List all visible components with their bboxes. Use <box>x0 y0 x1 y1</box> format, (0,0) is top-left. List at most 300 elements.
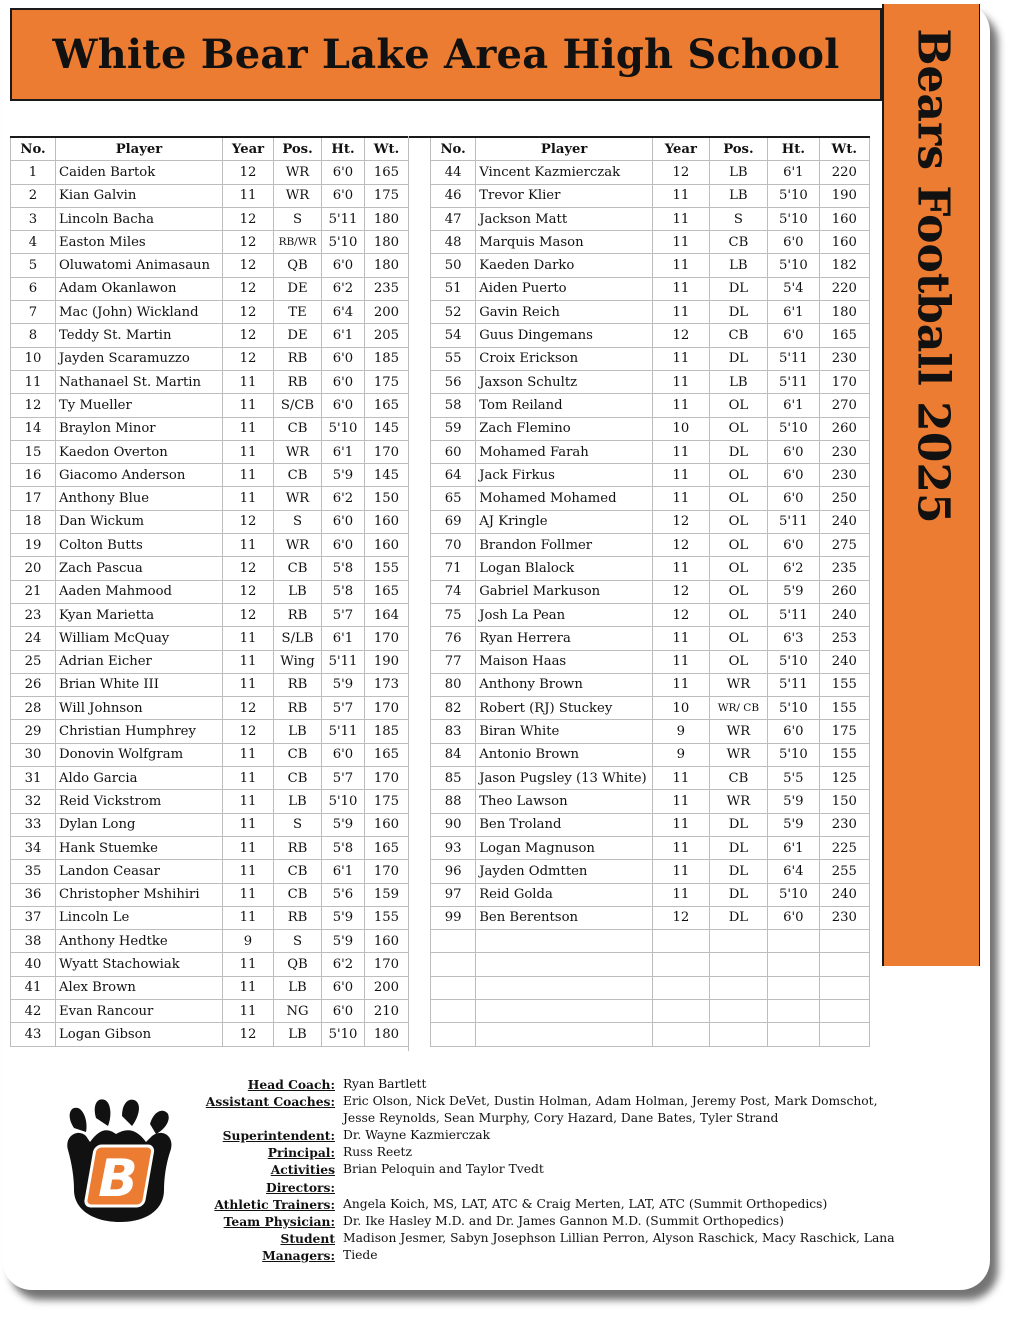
jersey-number: 12 <box>11 394 56 417</box>
weight <box>819 976 869 999</box>
jersey-number: 14 <box>11 417 56 440</box>
jersey-number: 52 <box>431 301 476 324</box>
weight <box>819 1023 869 1046</box>
class-year: 11 <box>653 673 710 696</box>
weight: 170 <box>365 953 409 976</box>
weight: 230 <box>819 464 869 487</box>
height: 6'0 <box>768 534 819 557</box>
class-year: 11 <box>223 487 274 510</box>
player-name: Logan Magnuson <box>476 836 653 859</box>
jersey-number <box>431 953 476 976</box>
jersey-number: 97 <box>431 883 476 906</box>
player-name: Anthony Blue <box>56 487 223 510</box>
height: 6'0 <box>322 510 365 533</box>
player-name: Aaden Mahmood <box>56 580 223 603</box>
position: S <box>274 813 322 836</box>
table-row <box>431 580 870 603</box>
position: OL <box>709 650 768 673</box>
table-row <box>11 557 409 580</box>
table-row <box>11 813 409 836</box>
player-name: Dan Wickum <box>56 510 223 533</box>
position: RB <box>274 347 322 370</box>
player-name: Giacomo Anderson <box>56 464 223 487</box>
player-name: Brandon Follmer <box>476 534 653 557</box>
jersey-number <box>431 976 476 999</box>
weight: 185 <box>365 720 409 743</box>
weight: 200 <box>365 301 409 324</box>
height: 5'11 <box>322 207 365 230</box>
class-year <box>653 1023 710 1046</box>
player-name: Ryan Herrera <box>476 627 653 650</box>
jersey-number: 77 <box>431 650 476 673</box>
height: 5'6 <box>322 883 365 906</box>
position: S/CB <box>274 394 322 417</box>
col-year-header: Year <box>223 137 274 161</box>
position: RB <box>274 673 322 696</box>
height: 5'10 <box>768 184 819 207</box>
jersey-number: 90 <box>431 813 476 836</box>
weight: 175 <box>365 790 409 813</box>
height: 5'10 <box>768 254 819 277</box>
height: 5'8 <box>322 557 365 580</box>
jersey-number: 6 <box>11 277 56 300</box>
height: 6'1 <box>322 324 365 347</box>
position: OL <box>709 464 768 487</box>
player-name: Aldo Garcia <box>56 767 223 790</box>
staff-names: Jesse Reynolds, Sean Murphy, Cory Hazard, Dane Bates, Tyler Strand <box>343 1111 779 1126</box>
position: CB <box>709 231 768 254</box>
position: WR <box>274 487 322 510</box>
weight: 155 <box>819 743 869 766</box>
class-year: 12 <box>223 231 274 254</box>
table-row <box>11 231 409 254</box>
position: WR/ CB <box>709 697 768 720</box>
player-name: Josh La Pean <box>476 603 653 626</box>
position: S <box>274 510 322 533</box>
weight: 175 <box>819 720 869 743</box>
weight: 175 <box>365 184 409 207</box>
player-name: Dylan Long <box>56 813 223 836</box>
class-year: 11 <box>653 464 710 487</box>
jersey-number: 20 <box>11 557 56 580</box>
position: CB <box>274 860 322 883</box>
jersey-number: 46 <box>431 184 476 207</box>
class-year: 12 <box>223 580 274 603</box>
height <box>768 953 819 976</box>
player-name: Jason Pugsley (13 White) <box>476 767 653 790</box>
player-name: Landon Ceasar <box>56 860 223 883</box>
player-name: Jaxson Schultz <box>476 370 653 393</box>
height: 6'0 <box>322 184 365 207</box>
height: 6'1 <box>322 627 365 650</box>
height: 6'0 <box>768 440 819 463</box>
class-year: 11 <box>653 790 710 813</box>
player-name: Christian Humphrey <box>56 720 223 743</box>
height: 5'10 <box>322 417 365 440</box>
jersey-number: 75 <box>431 603 476 626</box>
table-row <box>431 860 870 883</box>
jersey-number: 26 <box>11 673 56 696</box>
weight: 182 <box>819 254 869 277</box>
class-year: 11 <box>223 743 274 766</box>
table-row <box>11 790 409 813</box>
weight: 185 <box>365 347 409 370</box>
class-year: 12 <box>223 254 274 277</box>
logo-letter: B <box>98 1149 138 1209</box>
jersey-number: 30 <box>11 743 56 766</box>
class-year: 12 <box>223 510 274 533</box>
position: LB <box>274 580 322 603</box>
position: Wing <box>274 650 322 673</box>
weight: 190 <box>365 650 409 673</box>
weight: 220 <box>819 277 869 300</box>
jersey-number: 40 <box>11 953 56 976</box>
player-name: Robert (RJ) Stuckey <box>476 697 653 720</box>
jersey-number: 5 <box>11 254 56 277</box>
position: OL <box>709 510 768 533</box>
weight: 173 <box>365 673 409 696</box>
class-year: 12 <box>223 603 274 626</box>
weight: 165 <box>365 161 409 184</box>
weight: 155 <box>819 697 869 720</box>
class-year: 11 <box>223 673 274 696</box>
col-player-header: Player <box>56 137 223 161</box>
class-year: 11 <box>653 836 710 859</box>
bear-paw-icon <box>60 1098 178 1222</box>
weight: 260 <box>819 417 869 440</box>
weight: 150 <box>819 790 869 813</box>
position: OL <box>709 487 768 510</box>
table-row <box>431 394 870 417</box>
class-year: 12 <box>223 324 274 347</box>
weight: 240 <box>819 510 869 533</box>
player-name: Kyan Marietta <box>56 603 223 626</box>
position <box>709 1023 768 1046</box>
position: DE <box>274 324 322 347</box>
class-year: 11 <box>653 231 710 254</box>
table-row <box>431 720 870 743</box>
jersey-number: 93 <box>431 836 476 859</box>
position: OL <box>709 580 768 603</box>
position: WR <box>709 743 768 766</box>
position <box>709 976 768 999</box>
jersey-number: 19 <box>11 534 56 557</box>
position: OL <box>709 603 768 626</box>
player-name: Mac (John) Wickland <box>56 301 223 324</box>
staff-list <box>205 1076 903 1264</box>
staff-names: Dr. Wayne Kazmierczak <box>343 1128 491 1143</box>
height: 5'7 <box>322 697 365 720</box>
jersey-number: 56 <box>431 370 476 393</box>
player-name: Colton Butts <box>56 534 223 557</box>
weight: 240 <box>819 650 869 673</box>
table-row <box>11 906 409 929</box>
height: 6'0 <box>322 534 365 557</box>
class-year: 11 <box>223 534 274 557</box>
jersey-number: 23 <box>11 603 56 626</box>
table-row <box>11 464 409 487</box>
jersey-number: 16 <box>11 464 56 487</box>
class-year: 12 <box>223 697 274 720</box>
staff-names: Madison Jesmer, Sabyn Josephson Lillian Perron, Alyson Raschick, Macy Raschick, Lana Tiede <box>343 1230 895 1262</box>
jersey-number: 58 <box>431 394 476 417</box>
class-year: 11 <box>653 394 710 417</box>
empty-row <box>431 930 870 953</box>
table-row <box>431 673 870 696</box>
player-name: Evan Rancour <box>56 999 223 1022</box>
class-year: 11 <box>653 813 710 836</box>
player-name: Christopher Mshihiri <box>56 883 223 906</box>
table-row <box>431 767 870 790</box>
height: 5'8 <box>322 836 365 859</box>
jersey-number: 71 <box>431 557 476 580</box>
position: DL <box>709 347 768 370</box>
weight: 160 <box>365 930 409 953</box>
height: 5'11 <box>768 603 819 626</box>
height: 5'10 <box>768 417 819 440</box>
position: OL <box>709 627 768 650</box>
staff-row <box>205 1093 903 1110</box>
table-row <box>431 440 870 463</box>
weight: 255 <box>819 860 869 883</box>
class-year: 11 <box>223 906 274 929</box>
height: 6'0 <box>322 161 365 184</box>
staff-row <box>205 1213 903 1230</box>
table-row <box>11 836 409 859</box>
weight: 160 <box>365 510 409 533</box>
class-year: 12 <box>653 580 710 603</box>
class-year: 12 <box>653 324 710 347</box>
weight: 275 <box>819 534 869 557</box>
height: 5'11 <box>322 720 365 743</box>
position <box>709 953 768 976</box>
position: CB <box>274 743 322 766</box>
height <box>768 999 819 1022</box>
player-name <box>476 999 653 1022</box>
table-row <box>11 860 409 883</box>
height: 5'7 <box>322 767 365 790</box>
class-year: 11 <box>653 347 710 370</box>
table-row <box>11 1023 409 1046</box>
weight: 160 <box>365 813 409 836</box>
player-name: Anthony Hedtke <box>56 930 223 953</box>
weight: 235 <box>819 557 869 580</box>
jersey-number: 47 <box>431 207 476 230</box>
height: 6'4 <box>322 301 365 324</box>
player-name: Kaeden Darko <box>476 254 653 277</box>
class-year: 11 <box>653 207 710 230</box>
jersey-number: 37 <box>11 906 56 929</box>
weight: 165 <box>365 743 409 766</box>
position: DL <box>709 301 768 324</box>
position: QB <box>274 953 322 976</box>
table-row <box>11 743 409 766</box>
height: 5'9 <box>768 580 819 603</box>
class-year: 11 <box>223 836 274 859</box>
position: RB <box>274 697 322 720</box>
player-name: Reid Vickstrom <box>56 790 223 813</box>
class-year: 12 <box>223 1023 274 1046</box>
class-year: 11 <box>653 184 710 207</box>
player-name: Braylon Minor <box>56 417 223 440</box>
table-row <box>11 487 409 510</box>
weight: 200 <box>365 976 409 999</box>
position: S/LB <box>274 627 322 650</box>
weight: 160 <box>365 534 409 557</box>
height: 5'9 <box>322 813 365 836</box>
position: LB <box>274 720 322 743</box>
height: 6'4 <box>768 860 819 883</box>
jersey-number: 24 <box>11 627 56 650</box>
height: 5'10 <box>768 743 819 766</box>
height: 6'1 <box>768 301 819 324</box>
staff-role-label: Student Managers: <box>262 1230 335 1263</box>
table-row <box>11 161 409 184</box>
jersey-number: 21 <box>11 580 56 603</box>
jersey-number: 64 <box>431 464 476 487</box>
class-year: 12 <box>223 207 274 230</box>
table-row <box>11 184 409 207</box>
player-name: Ben Troland <box>476 813 653 836</box>
table-row <box>431 254 870 277</box>
jersey-number: 36 <box>11 883 56 906</box>
table-row <box>431 231 870 254</box>
weight: 240 <box>819 603 869 626</box>
height: 5'11 <box>768 510 819 533</box>
height: 6'0 <box>322 976 365 999</box>
jersey-number: 82 <box>431 697 476 720</box>
staff-role-label: Team Physician: <box>223 1213 335 1229</box>
height: 5'11 <box>768 347 819 370</box>
weight: 190 <box>819 184 869 207</box>
col-no-header: No. <box>11 137 56 161</box>
player-name: Donovin Wolfgram <box>56 743 223 766</box>
class-year: 12 <box>653 534 710 557</box>
class-year: 11 <box>223 813 274 836</box>
player-name: Antonio Brown <box>476 743 653 766</box>
class-year: 11 <box>653 557 710 580</box>
class-year: 11 <box>653 767 710 790</box>
weight: 165 <box>819 324 869 347</box>
height: 6'0 <box>768 464 819 487</box>
height: 6'1 <box>768 161 819 184</box>
jersey-number: 15 <box>11 440 56 463</box>
position: LB <box>709 161 768 184</box>
player-name: Mohamed Farah <box>476 440 653 463</box>
player-name: Lincoln Le <box>56 906 223 929</box>
table-row <box>11 301 409 324</box>
weight: 155 <box>819 673 869 696</box>
height: 5'4 <box>768 277 819 300</box>
weight: 270 <box>819 394 869 417</box>
table-row <box>431 324 870 347</box>
jersey-number: 83 <box>431 720 476 743</box>
class-year: 11 <box>223 417 274 440</box>
weight: 230 <box>819 347 869 370</box>
jersey-number: 32 <box>11 790 56 813</box>
weight: 170 <box>819 370 869 393</box>
class-year: 11 <box>223 790 274 813</box>
weight: 225 <box>819 836 869 859</box>
staff-role-label: Athletic Trainers: <box>214 1196 335 1212</box>
player-name: Teddy St. Martin <box>56 324 223 347</box>
weight: 240 <box>819 883 869 906</box>
jersey-number: 54 <box>431 324 476 347</box>
position: DL <box>709 277 768 300</box>
height: 6'0 <box>322 347 365 370</box>
height: 5'10 <box>768 207 819 230</box>
table-row <box>431 161 870 184</box>
height: 6'2 <box>322 953 365 976</box>
height: 5'9 <box>322 673 365 696</box>
table-row <box>11 697 409 720</box>
page-title: White Bear Lake Area High School <box>52 31 840 78</box>
player-name: Adrian Eicher <box>56 650 223 673</box>
table-row <box>431 603 870 626</box>
position: LB <box>709 370 768 393</box>
class-year: 12 <box>223 277 274 300</box>
height: 5'9 <box>322 930 365 953</box>
class-year: 9 <box>653 743 710 766</box>
player-name: Theo Lawson <box>476 790 653 813</box>
player-name: Tom Reiland <box>476 394 653 417</box>
weight: 180 <box>365 254 409 277</box>
weight: 180 <box>365 1023 409 1046</box>
height: 5'7 <box>322 603 365 626</box>
position: DL <box>709 883 768 906</box>
position: DL <box>709 906 768 929</box>
table-row <box>11 767 409 790</box>
class-year: 12 <box>223 161 274 184</box>
player-name: Will Johnson <box>56 697 223 720</box>
staff-row <box>205 1230 903 1264</box>
height: 6'2 <box>322 487 365 510</box>
position: S <box>274 930 322 953</box>
table-row <box>11 254 409 277</box>
class-year: 11 <box>653 860 710 883</box>
height: 6'1 <box>768 836 819 859</box>
player-name: Ben Berentson <box>476 906 653 929</box>
class-year: 9 <box>653 720 710 743</box>
table-row <box>431 534 870 557</box>
table-row <box>11 417 409 440</box>
position: DL <box>709 860 768 883</box>
col-wt-header: Wt. <box>365 137 409 161</box>
table-row <box>431 906 870 929</box>
jersey-number: 4 <box>11 231 56 254</box>
staff-names: Dr. Ike Hasley M.D. and Dr. James Gannon M.D. (Summit Orthopedics) <box>343 1213 784 1228</box>
height: 6'0 <box>322 743 365 766</box>
position: OL <box>709 394 768 417</box>
table-row <box>431 347 870 370</box>
position: RB <box>274 603 322 626</box>
empty-row <box>431 999 870 1022</box>
class-year: 11 <box>223 976 274 999</box>
height: 6'2 <box>768 557 819 580</box>
weight: 170 <box>365 767 409 790</box>
staff-row <box>205 1196 903 1213</box>
jersey-number: 17 <box>11 487 56 510</box>
player-name: Logan Blalock <box>476 557 653 580</box>
jersey-number: 34 <box>11 836 56 859</box>
class-year <box>653 930 710 953</box>
empty-row <box>431 1023 870 1046</box>
weight: 235 <box>365 277 409 300</box>
table-row <box>431 277 870 300</box>
height: 5'10 <box>322 1023 365 1046</box>
staff-role-label: Assistant Coaches: <box>205 1094 335 1110</box>
weight: 170 <box>365 860 409 883</box>
